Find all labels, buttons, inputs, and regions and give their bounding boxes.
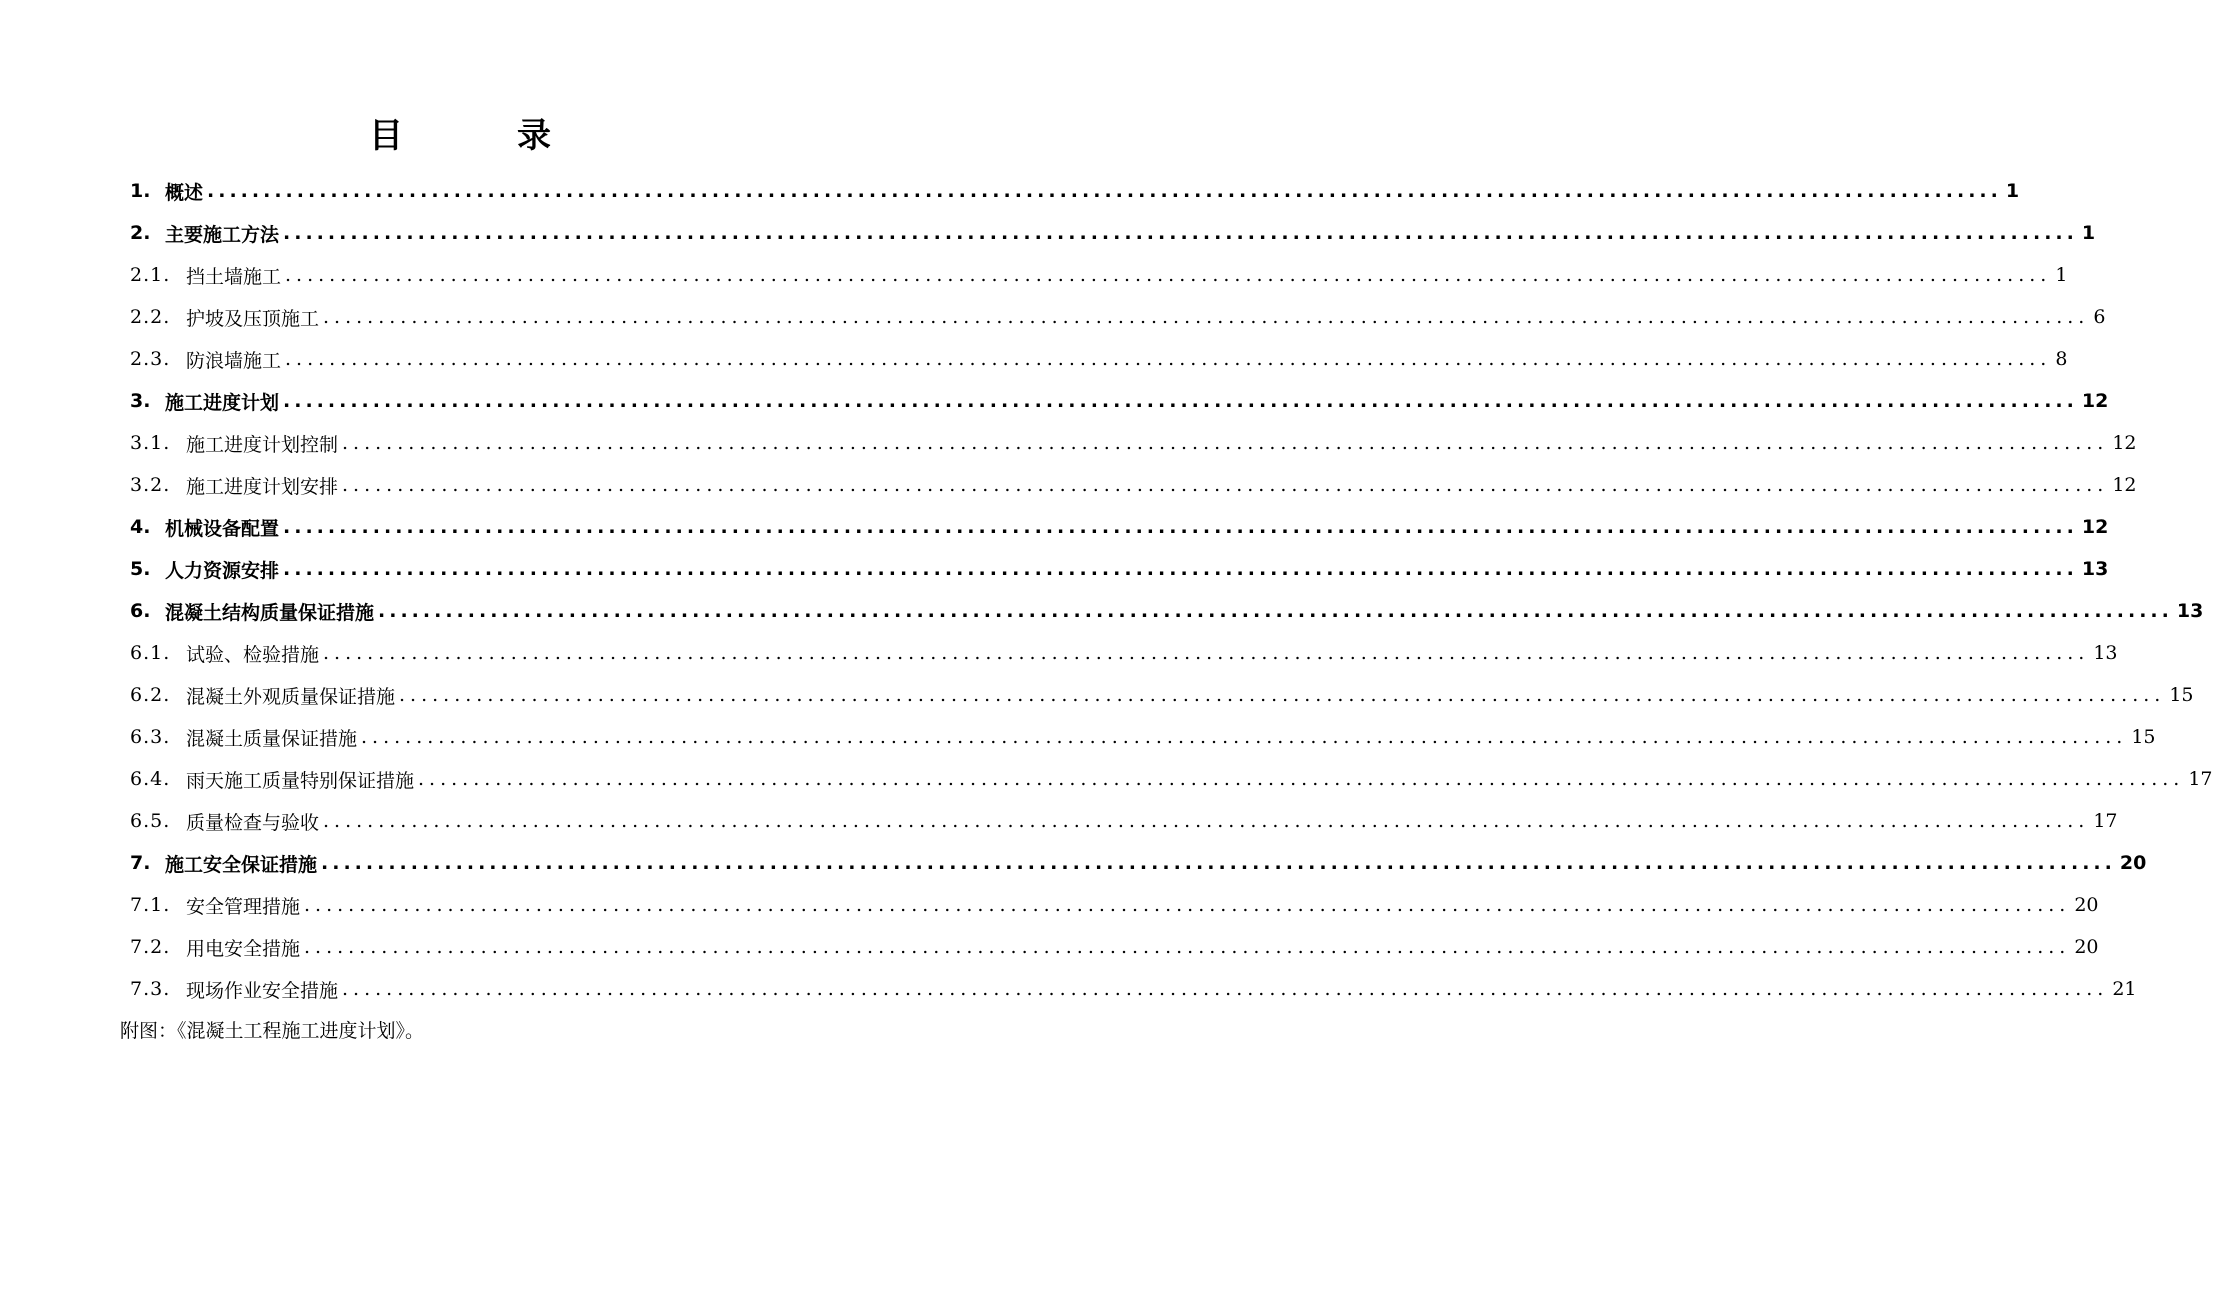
toc-entry-number: 7.1.: [130, 894, 171, 916]
toc-leader-dots: ................................................................................................................................................................: [361, 726, 2128, 748]
toc-entry-number: 2.1.: [130, 264, 171, 286]
toc-entry[interactable]: [130, 254, 2068, 296]
toc-entry-title: 人力资源安排: [165, 559, 280, 582]
toc-entry[interactable]: [130, 632, 2118, 674]
toc-entry-number: 6.: [130, 600, 151, 622]
toc-entry[interactable]: [130, 884, 2099, 926]
toc-entry[interactable]: [130, 548, 2109, 590]
toc-entry-page-number: 12: [2112, 474, 2137, 496]
toc-entry[interactable]: [130, 800, 2118, 842]
toc-entry-page-number: 15: [2169, 684, 2194, 706]
toc-entry-page-number: 20: [2074, 894, 2099, 916]
toc-entry[interactable]: [130, 842, 2147, 884]
toc-leader-dots: ................................................................................................................................................................: [323, 306, 2090, 328]
toc-leader-dots: ................................................................................................................................................................: [283, 390, 2078, 412]
toc-entry[interactable]: [130, 422, 2137, 464]
toc-entry-title: 施工进度计划: [165, 391, 280, 414]
toc-entry[interactable]: [130, 338, 2068, 380]
toc-leader-dots: ................................................................................................................................................................: [304, 936, 2071, 958]
toc-entry[interactable]: [130, 590, 2204, 632]
page-title: 目 录: [369, 116, 591, 156]
toc-entry-page-number: 15: [2131, 726, 2156, 748]
toc-entry-number: 7.2.: [130, 936, 171, 958]
toc-entry-number: 3.1.: [130, 432, 171, 454]
toc-entry[interactable]: [130, 926, 2099, 968]
toc-entry-title: 施工安全保证措施: [165, 853, 318, 876]
toc-leader-dots: ................................................................................................................................................................: [283, 516, 2078, 538]
toc-entry-page-number: 17: [2093, 810, 2118, 832]
toc-leader-dots: ................................................................................................................................................................: [399, 684, 2166, 706]
toc-entry-number: 2.2.: [130, 306, 171, 328]
toc-entry-page-number: 1: [2055, 264, 2068, 286]
toc-leader-dots: ................................................................................................................................................................: [418, 768, 2185, 790]
toc-entry[interactable]: [130, 674, 2194, 716]
toc-entry-title: 挡土墙施工: [186, 265, 282, 288]
toc-entry-title: 混凝土质量保证措施: [186, 727, 358, 750]
toc-entry-title: 护坡及压顶施工: [186, 307, 320, 330]
toc-entry-number: 6.4.: [130, 768, 171, 790]
toc-entry-page-number: 6: [2093, 306, 2106, 328]
toc-leader-dots: ................................................................................................................................................................: [342, 978, 2109, 1000]
toc-entry-title: 雨天施工质量特别保证措施: [186, 769, 415, 792]
toc-entry-number: 3.: [130, 390, 151, 412]
toc-entry-number: 4.: [130, 516, 151, 538]
toc-entry-page-number: 13: [2081, 558, 2109, 580]
toc-entry-title: 现场作业安全措施: [186, 979, 339, 1002]
appendix-note: 附图：《混凝土工程施工进度计划》。: [120, 1020, 425, 1042]
toc-entry[interactable]: [130, 464, 2137, 506]
toc-entry-title: 质量检查与验收: [186, 811, 320, 834]
toc-leader-dots: ................................................................................................................................................................: [321, 852, 2116, 874]
toc-leader-dots: ................................................................................................................................................................: [323, 810, 2090, 832]
toc-entry[interactable]: [130, 716, 2156, 758]
toc-entry-page-number: 13: [2093, 642, 2118, 664]
toc-entry-number: 7.: [130, 852, 151, 874]
toc-entry[interactable]: [130, 506, 2109, 548]
toc-entry-page-number: 1: [2005, 180, 2020, 202]
toc-entry-page-number: 1: [2081, 222, 2096, 244]
toc-entry[interactable]: [130, 968, 2137, 1010]
toc-entry-page-number: 12: [2112, 432, 2137, 454]
toc-entry-number: 1.: [130, 180, 151, 202]
toc-entry-page-number: 20: [2119, 852, 2147, 874]
toc-leader-dots: ................................................................................................................................................................: [285, 348, 2052, 370]
toc-leader-dots: ................................................................................................................................................................: [283, 558, 2078, 580]
toc-entry-page-number: 20: [2074, 936, 2099, 958]
toc-entry-number: 6.2.: [130, 684, 171, 706]
toc-entry-number: 5.: [130, 558, 151, 580]
toc-entry-title: 混凝土外观质量保证措施: [186, 685, 396, 708]
toc-leader-dots: ................................................................................................................................................................: [378, 600, 2173, 622]
toc-leader-dots: ................................................................................................................................................................: [323, 642, 2090, 664]
toc-entry-number: 7.3.: [130, 978, 171, 1000]
toc-entry-number: 6.5.: [130, 810, 171, 832]
toc-entry-number: 3.2.: [130, 474, 171, 496]
toc-entry-page-number: 8: [2055, 348, 2068, 370]
toc-entry-number: 2.3.: [130, 348, 171, 370]
toc-entry-title: 概述: [165, 181, 204, 204]
toc-entry[interactable]: [130, 758, 2213, 800]
toc-entry-title: 机械设备配置: [165, 517, 280, 540]
toc-entry-title: 用电安全措施: [186, 937, 301, 960]
toc-leader-dots: ................................................................................................................................................................: [285, 264, 2052, 286]
toc-entry-title: 施工进度计划控制: [186, 433, 339, 456]
toc-entry[interactable]: [130, 296, 2106, 338]
toc-entry[interactable]: [130, 170, 2020, 212]
toc-entry-title: 施工进度计划安排: [186, 475, 339, 498]
toc-entry-number: 2.: [130, 222, 151, 244]
toc-entry-title: 试验、检验措施: [186, 643, 320, 666]
toc-entry-title: 防浪墙施工: [186, 349, 282, 372]
toc-leader-dots: ................................................................................................................................................................: [342, 474, 2109, 496]
toc-leader-dots: ................................................................................................................................................................: [342, 432, 2109, 454]
toc-leader-dots: ................................................................................................................................................................: [207, 180, 2002, 202]
toc-entry[interactable]: [130, 380, 2109, 422]
toc-entry-page-number: 12: [2081, 390, 2109, 412]
toc-entry-number: 6.1.: [130, 642, 171, 664]
toc-entry-page-number: 13: [2176, 600, 2204, 622]
toc-entry-title: 主要施工方法: [165, 223, 280, 246]
toc-leader-dots: ................................................................................................................................................................: [304, 894, 2071, 916]
toc-entry-page-number: 12: [2081, 516, 2109, 538]
toc-entry-page-number: 17: [2188, 768, 2213, 790]
toc-entry-number: 6.3.: [130, 726, 171, 748]
toc-entry-title: 混凝土结构质量保证措施: [165, 601, 375, 624]
toc-entry[interactable]: [130, 212, 2096, 254]
toc-leader-dots: ................................................................................................................................................................: [283, 222, 2078, 244]
toc-entry-title: 安全管理措施: [186, 895, 301, 918]
toc-entry-page-number: 21: [2112, 978, 2137, 1000]
